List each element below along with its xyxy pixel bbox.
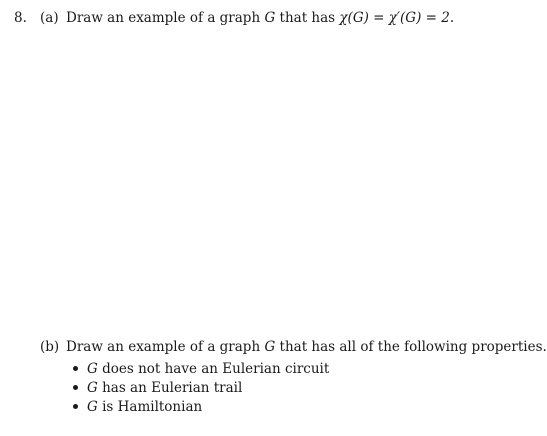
- property-item: [73, 401, 202, 415]
- property-text: has an Eulerian trail: [97, 380, 243, 396]
- part-a-text-middle: that has: [275, 10, 340, 26]
- property-text: is Hamiltonian: [97, 399, 203, 415]
- part-a-prompt: [66, 12, 454, 26]
- part-b-graph-var: G: [264, 339, 276, 355]
- bullet-icon: [73, 404, 78, 409]
- part-a-text-before: Draw an example of a graph: [66, 10, 265, 26]
- property-graph-var: G: [87, 380, 98, 396]
- part-a-formula: χ(G) = χ′(G) = 2.: [339, 10, 455, 26]
- part-b-text-before: Draw an example of a graph: [66, 339, 265, 355]
- bullet-icon: [73, 366, 78, 371]
- part-b-prompt: [66, 341, 547, 355]
- property-item: [73, 382, 242, 396]
- part-b-label: (b): [40, 339, 60, 355]
- part-b-text-after: that has all of the following properties.: [275, 339, 547, 355]
- part-a-graph-var: G: [264, 10, 276, 26]
- part-a-label: (a): [40, 10, 59, 26]
- property-item: [73, 363, 329, 377]
- property-graph-var: G: [87, 399, 98, 415]
- bullet-icon: [73, 385, 78, 390]
- question-number: 8.: [14, 10, 27, 26]
- property-text: does not have an Eulerian circuit: [97, 361, 330, 377]
- property-graph-var: G: [87, 361, 98, 377]
